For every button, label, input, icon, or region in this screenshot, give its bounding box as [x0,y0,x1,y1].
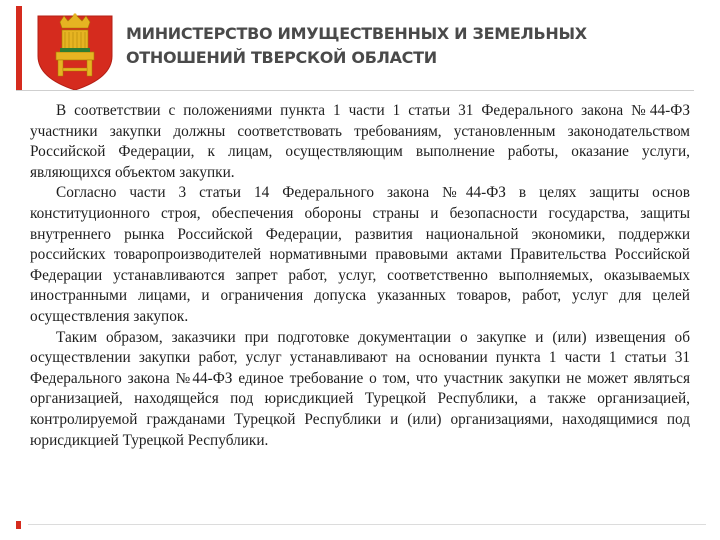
paragraph-3: Таким образом, заказчики при подготовке документации о закупке и (или) извещения об осуществлении закупки работ, услуг устанавливают на основании пункта 1 части 1 статьи 31 Федерального закона №44-ФЗ единое требование о том, что участник закупки не может являться организацией, находящейся под юрисдикцией Турецкой Республики, а также организацией, контролируемой гражданами Турецкой Республики и (или) организациями, находящимися под юрисдикцией Турецкой Республики. [30,328,690,449]
header-accent-strip [16,6,22,90]
paragraph-2: Согласно части 3 статьи 14 Федерального закона №44-ФЗ в целях защиты основ конституционного строя, обеспечения обороны страны и безопасности государства, защиты внутреннего рынка Российской Федерации, развития национальной экономики, поддержки российских товаропроизводителей нормативными правовыми актами Правительства Российской Федерации устанавливаются запрет работ, услуг, соответственно выполняемых, оказываемых иностранными лицами, и ограничения допуска указанных товаров, работ, услуг для целей осуществления закупок. [30,184,690,325]
footer-divider [28,524,706,525]
footer-decoration [16,521,706,529]
title-line-1: МИНИСТЕРСТВО ИМУЩЕСТВЕННЫХ И ЗЕМЕЛЬНЫХ [126,24,587,43]
tver-coat-of-arms-icon [32,12,118,92]
footer-accent [16,521,21,529]
page-title [126,22,686,70]
paragraph-1: В соответствии с положениями пункта 1 части 1 статьи 31 Федерального закона №44-ФЗ участники закупки должны соответствовать требованиям, установленным законодательством Российской Федерации, к лицам, осуществляющим выполнение работы, оказание услуги, являющихся объектом закупки. [30,102,690,181]
header-divider [16,90,694,91]
header [16,6,706,88]
title-line-2: ОТНОШЕНИЙ ТВЕРСКОЙ ОБЛАСТИ [126,48,437,67]
body-text [30,101,690,451]
